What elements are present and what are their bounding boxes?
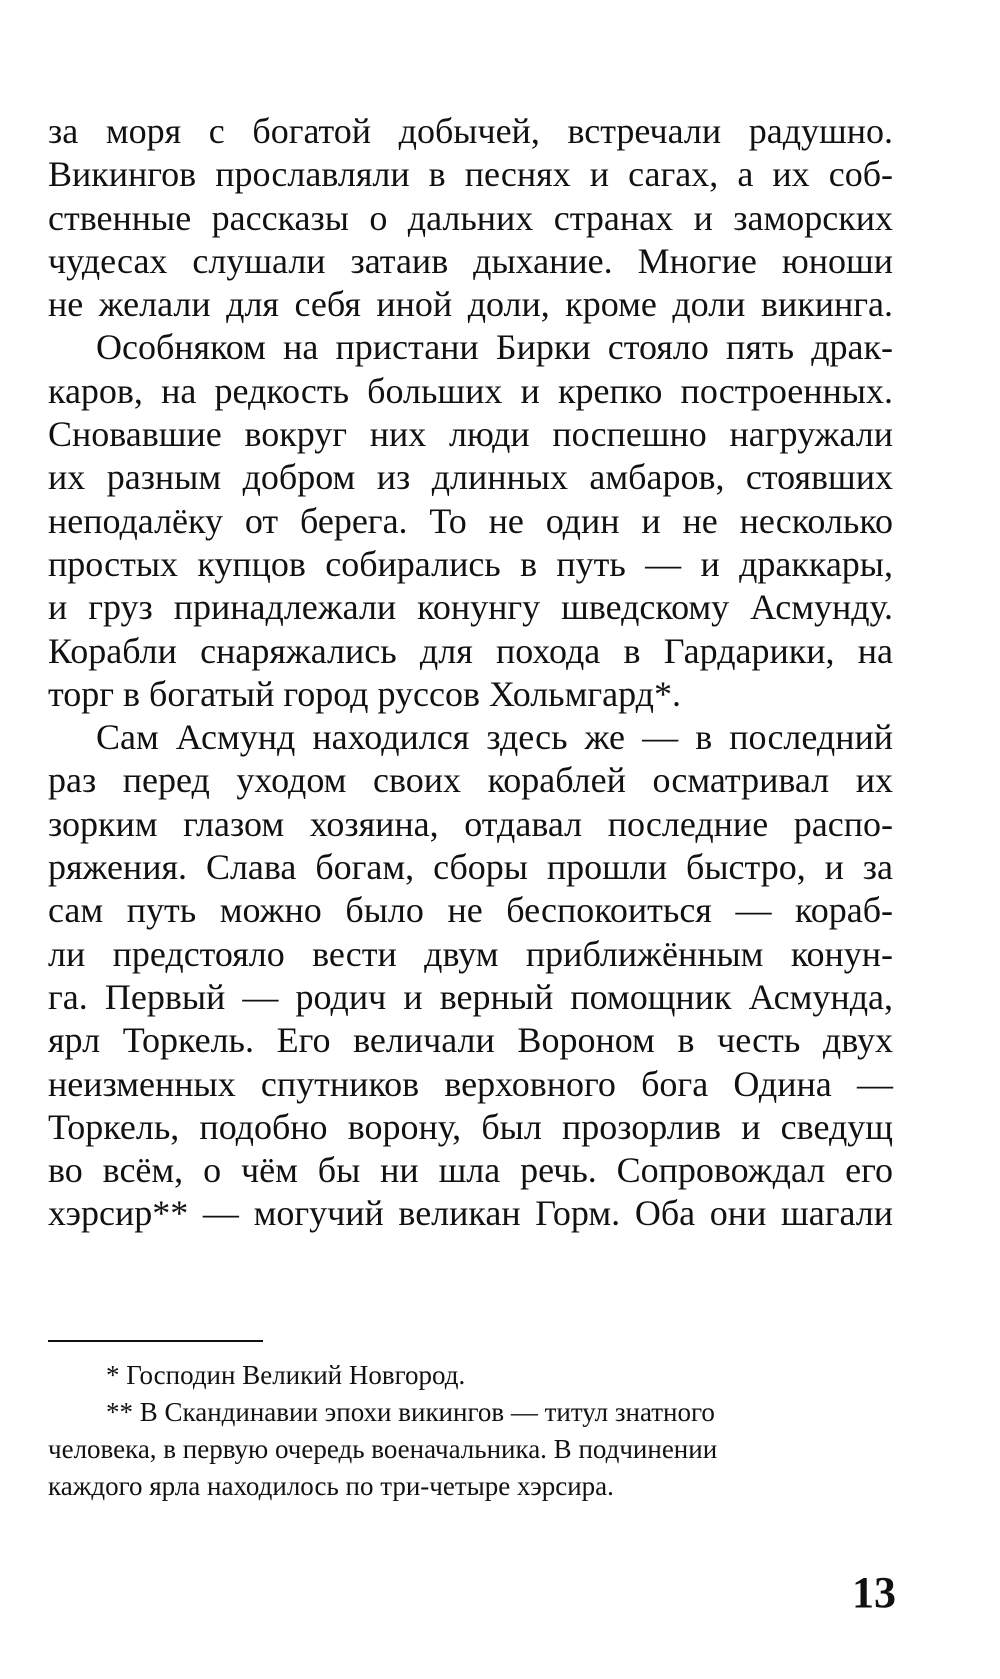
text-line: чудесах слушали затаив дыхание. Многие юноши xyxy=(48,240,893,281)
paragraph-start-line: Особняком на пристани Бирки стояло пять драк- xyxy=(96,327,893,368)
text-line: Викингов прославляли в песнях и сагах, а их соб- xyxy=(48,154,893,195)
text-line: ли предстояло вести двум приближённым конун- xyxy=(48,933,893,974)
text-line: Сновавшие вокруг них люди поспешно нагружали xyxy=(48,414,893,455)
text-line: во всём, о чём бы ни шла речь. Сопровождал его xyxy=(48,1150,893,1191)
paragraph-end-line: торг в богатый город руссов Хольмгард*. xyxy=(48,673,681,714)
footnote-line: ** В Скандинавии эпохи викингов — титул знатного xyxy=(106,1397,715,1427)
text-line: не желали для себя иной доли, кроме доли викинга. xyxy=(48,284,893,325)
text-line: Корабли снаряжались для похода в Гардарики, на xyxy=(48,630,893,671)
footnotes xyxy=(48,1357,893,1505)
footnote-divider xyxy=(48,1340,263,1342)
text-line: га. Первый — родич и верный помощник Асмунда, xyxy=(48,976,893,1017)
footnote-line: человека, в первую очередь военачальника. В подчинении xyxy=(48,1434,718,1464)
footnote-line: каждого ярла находилось по три-четыре хэрсира. xyxy=(48,1471,614,1501)
text-line: раз перед уходом своих кораблей осматривал их xyxy=(48,760,893,801)
text-line: неизменных спутников верховного бога Одина — xyxy=(48,1063,893,1104)
text-line: сам путь можно было не беспокоиться — кораб- xyxy=(48,890,893,931)
text-line: Торкель, подобно ворону, был прозорлив и сведущ xyxy=(48,1106,893,1147)
text-line: простых купцов собирались в путь — и драккары, xyxy=(48,543,893,584)
main-text xyxy=(48,110,893,1236)
text-line: и груз принадлежали конунгу шведскому Асмунду. xyxy=(48,587,893,628)
page-number: 13 xyxy=(852,1568,896,1617)
text-line: ряжения. Слава богам, сборы прошли быстро, и за xyxy=(48,847,893,888)
text-line: каров, на редкость больших и крепко построенных. xyxy=(48,370,893,411)
text-line: зорким глазом хозяина, отдавал последние распо- xyxy=(48,803,893,844)
footnote-line: * Господин Великий Новгород. xyxy=(106,1360,466,1390)
text-line: хэрсир** — могучий великан Горм. Оба они шагали xyxy=(48,1193,893,1234)
paragraph-start-line: Сам Асмунд находился здесь же — в последний xyxy=(96,717,893,758)
text-line: ярл Торкель. Его величали Вороном в честь двух xyxy=(48,1020,893,1061)
text-line: за моря с богатой добычей, встречали радушно. xyxy=(48,111,893,151)
text-line: ственные рассказы о дальних странах и заморских xyxy=(48,197,893,238)
text-line: их разным добром из длинных амбаров, стоявших xyxy=(48,457,893,498)
text-line: неподалёку от берега. То не один и не несколько xyxy=(48,500,893,541)
